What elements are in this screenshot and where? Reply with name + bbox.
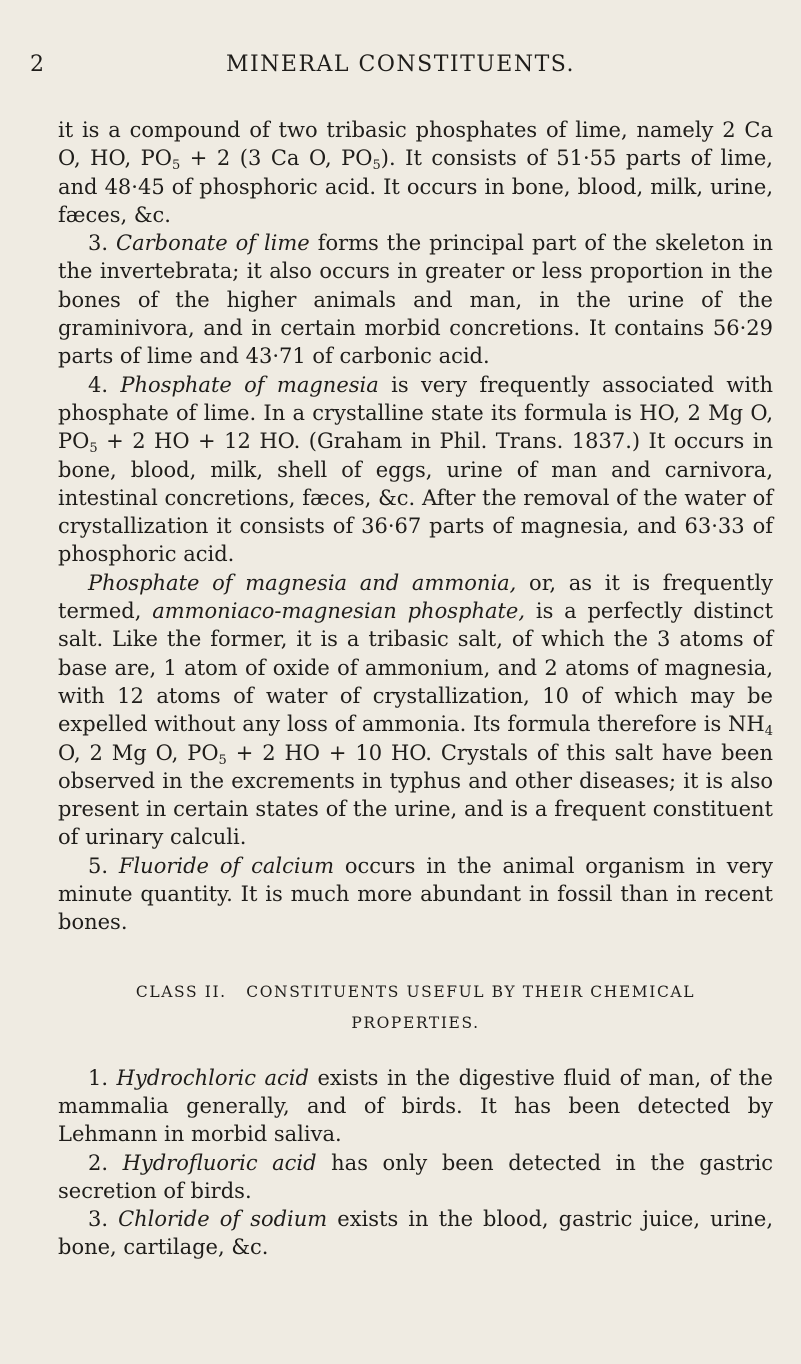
text-run: is very frequently associated with phosphate of lime. In a crystalline state its formula is HO, 2 Mg O, PO (58, 372, 774, 454)
text-run: has only been detected in the gastric secretion of birds. (58, 1150, 773, 1203)
subscript: 5 (372, 158, 381, 174)
text-run: or, as it is frequently termed, (58, 570, 773, 624)
item-title: Hydrofluoric acid (122, 1150, 317, 1175)
item-number: 5. (88, 853, 119, 878)
subscript: 5 (89, 441, 98, 457)
item-title: Phosphate of magnesia (120, 372, 379, 397)
subscript: 4 (764, 724, 773, 740)
item-number: 3. (88, 231, 116, 256)
text-run: O, 2 Mg O, PO (58, 740, 219, 765)
item-title: Chloride of sodium (118, 1207, 328, 1232)
page-number: 2 (30, 52, 44, 77)
item-number: 4. (88, 372, 121, 397)
text-run: is a perfectly distinct salt. Like the former, it is a tribasic salt, of which the 3 atoms of base are, 1 atom of oxide of ammonium, and 2 atoms of magnesia, with 12 atoms of water of crystallization, 10 of which may be expelled without any loss of ammonia. Its formula therefore is NH (58, 599, 774, 737)
text-run: + 2 HO + 10 HO. Crystals of this salt have been observed in the excrements in typhus and other diseases; it is also present in certain states of the urine, and is a frequent constituent of urinary calculi. (58, 740, 773, 850)
class-heading-line: PROPERTIES. (351, 1013, 480, 1032)
class-heading-line: CLASS II. CONSTITUENTS USEFUL BY THEIR CHEMICAL (135, 982, 696, 1001)
paragraph-hydrochloric-acid (58, 1064, 773, 1149)
paragraph-fluoride-of-calcium (58, 852, 773, 937)
text-run: + 2 HO + 12 HO. (Graham in Phil. Trans. 1837.) It occurs in bone, blood, milk, shell of eggs, urine of man and carnivora, intestinal concretions, fæces, &c. After the removal of the water of crystallization it consists of 36·67 parts of magnesia, and 63·33 of phosphoric acid. (58, 429, 773, 567)
text-run: exists in the blood, gastric juice, urine, bone, cartilage, &c. (58, 1207, 773, 1260)
subscript: 5 (218, 752, 227, 768)
alternate-name: ammoniaco-magnesian phosphate, (152, 599, 526, 624)
paragraph-phosphate-magnesia-ammonia (58, 569, 773, 852)
paragraph-carbonate-of-lime (58, 229, 773, 370)
subscript: 5 (172, 158, 181, 174)
text-run: forms the principal part of the skeleton in the invertebrata; it also occurs in greater or less proportion in the bones of the higher animals and man, in the urine of the graminivora, and in certain morbid concretions. It contains 56·29 parts of lime and 43·71 of carbonic acid. (58, 231, 773, 369)
item-title: Hydrochloric acid (116, 1065, 309, 1090)
item-title: Fluoride of calcium (118, 853, 334, 878)
item-title: Phosphate of magnesia and ammonia, (88, 570, 517, 595)
text-run: exists in the digestive fluid of man, of the mammalia generally, and of birds. It has been detected by Lehmann in morbid saliva. (58, 1065, 773, 1147)
text-run: occurs in the animal organism in very minute quantity. It is much more abundant in fossil than in recent bones. (58, 853, 773, 935)
text-run: + 2 (3 Ca O, PO (180, 146, 373, 171)
paragraph-chloride-of-sodium (58, 1205, 773, 1262)
item-title: Carbonate of lime (116, 231, 310, 256)
class-heading (58, 981, 773, 1034)
item-number: 1. (88, 1065, 117, 1090)
page-header (0, 52, 801, 82)
class-two-section (58, 1064, 773, 1262)
paragraph-tribasic-phosphates (58, 116, 773, 229)
paragraph-phosphate-of-magnesia (58, 371, 773, 569)
paragraph-hydrofluoric-acid (58, 1149, 773, 1206)
running-title: MINERAL CONSTITUENTS. (225, 52, 576, 77)
text-run: it is a compound of two tribasic phosphates of lime, namely 2 Ca O, HO, PO (58, 118, 773, 171)
text-run: ). It consists of 51·55 parts of lime, and 48·45 of phosphoric acid. It occurs in bone, blood, milk, urine, fæces, &c. (58, 146, 773, 227)
item-number: 3. (88, 1207, 119, 1232)
item-number: 2. (88, 1150, 123, 1175)
page-body (58, 116, 773, 1262)
